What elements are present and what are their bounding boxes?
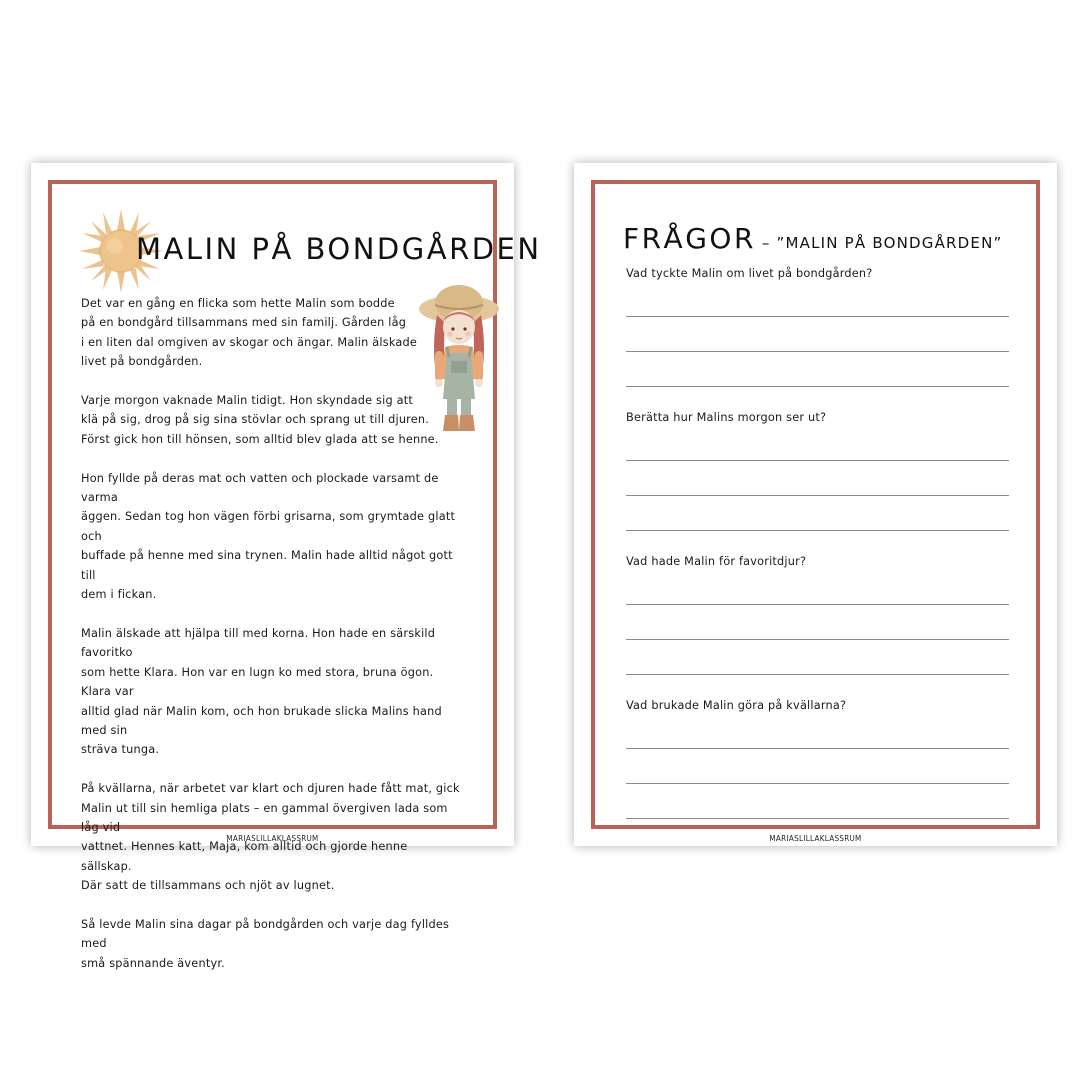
page-border [591, 180, 1040, 829]
answer-line[interactable] [626, 818, 1009, 819]
story-page [31, 163, 542, 970]
answer-line[interactable] [626, 748, 1009, 749]
story-title: MALIN PÅ BONDGÅRDEN [136, 232, 542, 266]
questions-title [623, 222, 1003, 255]
answer-line[interactable] [626, 386, 1009, 387]
question-3: Vad hade Malin för favoritdjur? [626, 555, 807, 568]
question-2: Berätta hur Malins morgon ser ut? [626, 411, 827, 424]
answer-line[interactable] [626, 316, 1009, 317]
answer-line[interactable] [626, 460, 1009, 461]
answer-line[interactable] [626, 639, 1009, 640]
question-4: Vad brukade Malin göra på kvällarna? [626, 699, 847, 712]
answer-line[interactable] [626, 783, 1009, 784]
story-text: Det var en gång en flicka som hette Malin som bodde på en bondgård tillsammans med sin familj. Gården låg i en liten dal omgiven av skogar och ängar. Malin älskade livet på bondgården. Varje morgon vaknade Malin tidigt. Hon skyndade sig att klä på sig, drog på sig sina stövlar och sprang ut till djuren. Först gick hon till hönsen, som alltid blev glada att se henne. Hon fyllde på deras mat och vatten och plockade varsamt de varma äggen. Sedan tog hon vägen förbi grisarna, som grymtade glatt och buffade på henne med sina trynen. Malin hade alltid något gott till dem i fickan. Malin älskade att hjälpa till med korna. Hon hade en särskild favoritko som hette Klara. Hon var en lugn ko med stora, bruna ögon. Klara var alltid glad när Malin kom, och hon brukade slicka Malins hand med sin sträva tunga. På kvällarna, när arbetet var klart och djuren hade fått mat, gick Malin ut till sin hemliga plats – en gammal övergiven lada som låg vid vattnet. Hennes katt, Maja, kom alltid och gjorde henne sällskap. Där satt de tillsammans och njöt av lugnet. Så levde Malin sina dagar på bondgården och varje dag fylldes med små spännande äventyr. [81, 297, 460, 970]
questions-title-sub: – ”MALIN PÅ BONDGÅRDEN” [755, 234, 1003, 252]
answer-line[interactable] [626, 530, 1009, 531]
answer-line[interactable] [626, 604, 1009, 605]
answer-line[interactable] [626, 674, 1009, 675]
footer-brand: MARIASLILLAKLASSRUM [226, 834, 319, 843]
answer-line[interactable] [626, 351, 1009, 352]
questions-page [574, 163, 1057, 846]
footer-brand: MARIASLILLAKLASSRUM [769, 834, 862, 843]
question-1: Vad tyckte Malin om livet på bondgården? [626, 267, 873, 280]
questions-title-main: FRÅGOR [623, 222, 756, 255]
answer-line[interactable] [626, 495, 1009, 496]
